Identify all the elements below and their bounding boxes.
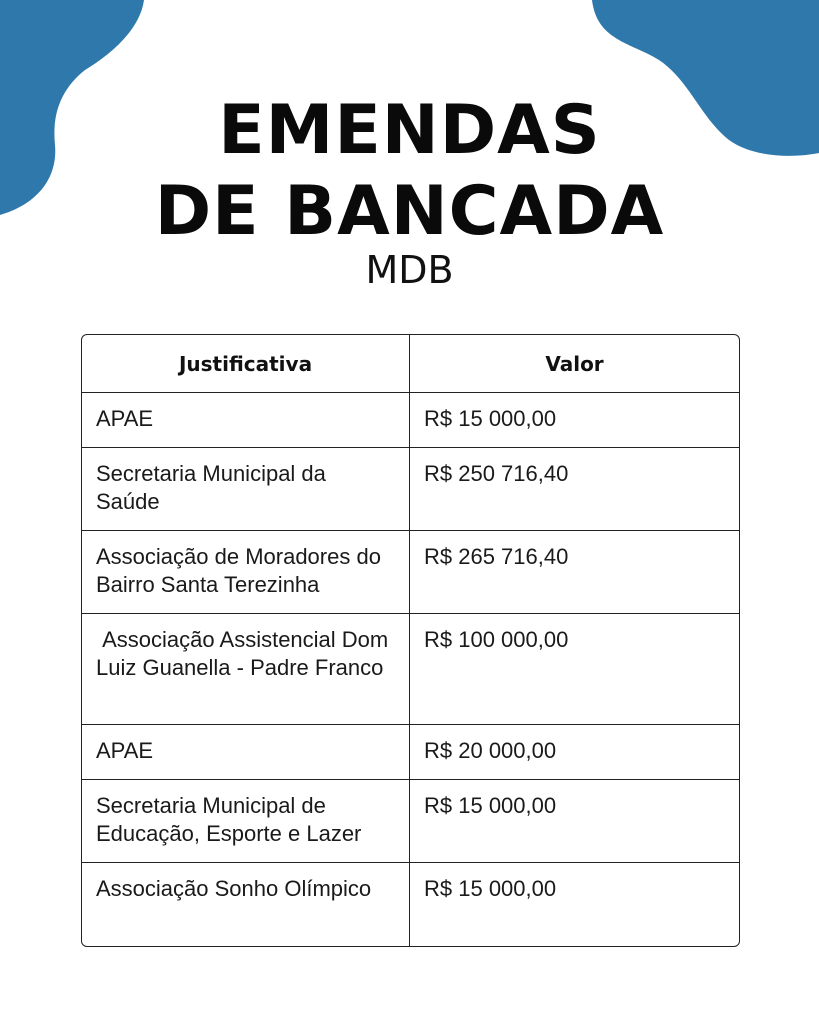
justificativa-cell: Associação de Moradores do Bairro Santa Terezinha: [82, 531, 410, 614]
valor-cell: R$ 20 000,00: [410, 725, 739, 780]
table-row: [82, 863, 739, 946]
valor-cell: R$ 15 000,00: [410, 393, 739, 448]
page-title-line-2: DE BANCADA: [154, 172, 665, 251]
justificativa-cell: Associação Assistencial Dom Luiz Guanella - Padre Franco: [82, 614, 410, 725]
page-title-line-1: EMENDAS: [218, 91, 601, 170]
justificativa-cell: Secretaria Municipal de Educação, Esporte e Lazer: [82, 780, 410, 863]
justificativa-cell: Associação Sonho Olímpico: [82, 863, 410, 946]
table-row: [82, 531, 739, 614]
table-row: [82, 614, 739, 725]
valor-cell: R$ 100 000,00: [410, 614, 739, 725]
valor-cell: R$ 15 000,00: [410, 780, 739, 863]
amendments-table: [81, 334, 740, 947]
table-row: [82, 448, 739, 531]
valor-cell: R$ 265 716,40: [410, 531, 739, 614]
justificativa-cell: APAE: [82, 393, 410, 448]
valor-cell: R$ 250 716,40: [410, 448, 739, 531]
table-row: [82, 780, 739, 863]
page-subtitle: MDB: [365, 248, 454, 292]
table-row: [82, 725, 739, 780]
column-header-valor: Valor: [410, 335, 739, 393]
valor-cell: R$ 15 000,00: [424, 876, 557, 901]
column-header-justificativa: Justificativa: [82, 335, 410, 393]
justificativa-cell: APAE: [82, 725, 410, 780]
table-header-row: [82, 335, 739, 393]
justificativa-cell: Secretaria Municipal da Saúde: [82, 448, 410, 531]
table-row: [82, 393, 739, 448]
